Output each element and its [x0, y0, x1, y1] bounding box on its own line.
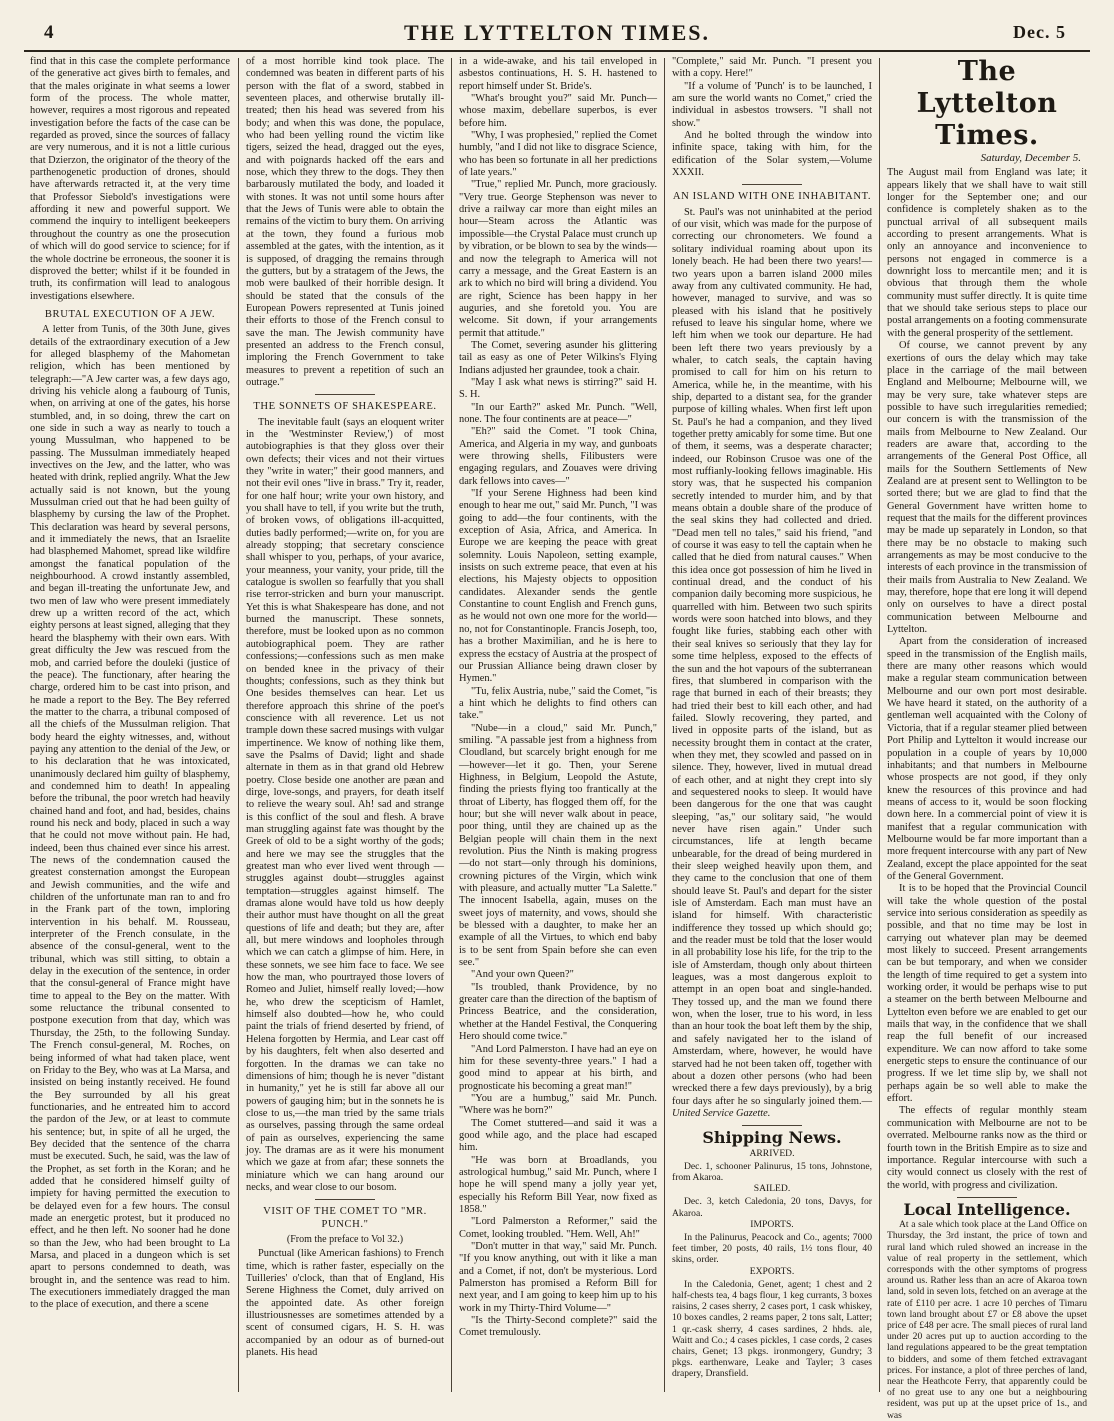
article-island-text: St. Paul's was not uninhabited at the period of our visit, which was made for the purpose of correcting our chronometers. We found a solitary individual roaming about upon its lonely beach. He had been there two years!—two years upon a barren island 2000 miles away from any cultivated community. He had, however, managed to survive, and was so pleased with his island that he positively refused to leave his singular home, where we left him when we took our departure. He had been left there two years previously by a whaler, to catch seals, the captain having promised to call for him on his return to America, while he, in the meantime, with his ship, departed to a distant sea, for the grander purpose of killing whales. When first left upon St. Paul's he had a companion, and they lived together pretty amicably for some time. But one of them, it seems, was a desperate character; indeed, our Robinson Crusoe was one of the most ruffianly-looking fellows imaginable. His story was, that he suspected his companion secretly intended to murder him, and by that means obtain a double share of the produce of the seal skins they had collected and dried. "Dead men tell no tales," said his friend, "and of course it was easy to tell the captain when he called that he died from natural causes." When this idea once got possession of him he lived in continual dread, and the conduct of his companion daily becoming more suspicious, he quarrelled with him. Between two such spirits words were soon hatched into blows, and they fought like furies, stabbing each other with their seal knives so seriously that they lay for some time helpless, exposed to the effects of the sun and the hot vapours of the subterranean fires, that slumbered in comparison with the rage that burned in each of their breasts; they had tried their best to kill each other, and had failed. Slowly recovering, they parted, and lived in opposite parts of the island, but as necessity brought them in contact at the crater, when they met, they scowled and passed on in silence. They, however, lived in mutual dread of each other, and at night they crept into sly and sequestered nooks to sleep. It would have been dangerous for the one that was caught sleeping, "as," our solitary said, "he would never have risen again." Under such circumstances, life at length became unbearable, for the dread of being murdered in their sleep weighed heavily upon them, and they came to the conclusion that one of them should leave St. Paul's and depart for the sister isle of Amsterdam. Each man must have an island for himself. With characteristic indifference they tossed up which should go; and the reader must be told that the loser would in all probability lose his life, for the trip to the isle of Amsterdam, though only about thirteen leagues, was a most dangerous exploit to attempt in an open boat and single-handed. They tossed up, and the man we found there won, when the loser, true to his word, in less than an hour took the boat left them by the ship, and safely navigated her to the island of Amsterdam, where, however, he would have starved had he not been taken off, together with about a dozen other persons (who had been wrecked there a few days previously), by a brig four days after he so singularly joined them.— — [672, 206, 872, 1107]
heading-shipping-news: Shipping News. — [702, 1128, 842, 1148]
heading-island: AN ISLAND WITH ONE INHABITANT. — [672, 191, 872, 203]
label-sailed: SAILED. — [753, 1183, 791, 1195]
comet-paragraph: "If your Serene Highness had been kind enough to hear me out," said Mr. Punch, "I was going to add—the four continents, with the exception of Asia, Africa, and America. In Europe we are keeping the peace with great solemnity. Louis Napoleon, setting example, insists on such extreme peace, that even at his elections, his Majesty objects to opposition candidates. Alexander sends the gentle Constantine to count English and French guns, as he would not own one more for the world—no, not for Constantinople. Francis Joseph, too, has a brother Maximilian, and he is here to express the ecstacy of Austria at the prospect of our Prussian Alliance being drawn closer by Hymen." — [459, 488, 657, 685]
shipping-arrived: Dec. 1, schooner Palinurus, 15 tons, Johnstone, from Akaroa. — [672, 1160, 872, 1183]
shipping-imports: In the Palinurus, Peacock and Co., agents; 7000 feet timber, 20 posts, 40 rails, 1½ tons flour, 40 skins, order. — [672, 1231, 872, 1266]
article-island-source: United Service Gazette. — [672, 1107, 771, 1119]
label-exports: EXPORTS. — [749, 1265, 795, 1277]
heading-sonnets: THE SONNETS OF SHAKESPEARE. — [253, 401, 437, 413]
comet-paragraph: "You are a humbug," said Mr. Punch. "Where was he born?" — [459, 1092, 657, 1117]
comet-paragraph: And he bolted through the window into infinite space, taking with him, for the edification of the Solar system,—Volume XXXII. — [672, 130, 872, 179]
comet-paragraph: "Eh?" said the Comet. "I took China, America, and Algeria in my way, and gunboats were throwing shells, Filibusters were engaging regulars, and Zouaves were driving dark fellows into caves—" — [459, 426, 657, 487]
comet-paragraph: "And your own Queen?" — [471, 969, 574, 981]
column-divider — [238, 58, 239, 1392]
editorial-paragraph: It is to be hoped that the Provincial Council will take the whole question of the postal service into serious consideration as speedily as possible, and that no time may be lost in carrying out whatever plan may be deemed most likely to succeed. Present arrangements can be but temporary, and when we consider the length of time required to get a system into working order, it would be perhaps wise to put a steamer on the berth between Melbourne and Lyttelton even before we are enabled to get our mails that way, in the confidence that we shall reap the full benefit of our increased expenditure. We can now afford to take some energetic steps to ensure the continuance of our progress. If we let time slip by, we shall not perhaps again be so well able to make the effort. — [887, 883, 1087, 1105]
comet-paragraph: "Complete," said Mr. Punch. "I present you with a copy. Here!" — [672, 56, 872, 80]
comet-paragraph: "He was born at Broadlands, you astrological humbug," said Mr. Punch, where I hope he will spend many a jolly year yet, especially his Reform Bill Year, now fixed as 1858." — [459, 1154, 657, 1215]
label-arrived: ARRIVED. — [749, 1147, 795, 1159]
comet-paragraph: "Is the Thirty-Second complete?" said the Comet tremulously. — [459, 1315, 657, 1339]
article-comet-intro: Punctual (like American fashions) to French time, which is rather faster, especially on the Tuilleries' o'clock, than that of England, His Serene Highness the Comet, duly arrived on the appointed date. As other foreign illustriousnesses are sometimes attended by a scent of consumed cigars, H. S. H. was accompanied by an odour as of burned-out planets. His head — [246, 1248, 444, 1359]
column-divider — [664, 58, 665, 1392]
heading-local-intelligence: Local Intelligence. — [903, 1199, 1071, 1219]
editorial-paragraph: The August mail from England was late; it appears likely that we shall have to wait still longer for the September one; and our confidence is completely shaken as to the punctual arrival of all subsequent mails according to present arrangements. What is only an annoyance and inconvenience to persons not engaged in commerce is a downright loss to mercantile men; and it is obvious that through them the whole community must suffer directly. It is quite time that we should take serious steps to place our postal arrangements on a footing commensurate with the general prosperity of the settlement. — [887, 167, 1087, 339]
shipping-sailed: Dec. 3, ketch Caledonia, 20 tons, Davys, for Akaroa. — [672, 1196, 872, 1219]
label-imports: IMPORTS. — [750, 1218, 794, 1230]
heading-comet-visit: VISIT OF THE COMET TO "MR. PUNCH." — [263, 1206, 427, 1230]
article-execution-continued: of a most horrible kind took place. The condemned was beaten in different parts of his person with the flat of a sword, stabbed in seventeen places, and otherwise brutally ill-treated; then his head was severed from his body; and when this was done, the populace, who had been yelling round the victim like tigers, seized the head, dragged out the eyes, and with poignards hacked off the ears and nose, which they threw to the dogs. They then barbarously mutilated the body, and loaded it with stones. It was not until some hours after that the Jews of Tunis were able to obtain the remains of the victim to bury them. On arriving at the town, they found a furious mob assembled at the gates, with the intention, as it is supposed, of dragging the remains through the gutters, but by a stratagem of the Jews, the mob were baulked of their horrible design. It should be stated that the consuls of the European Powers represented at Tunis joined their efforts to those of the French consul to save the man. The Jewish community have presented an address to the French consul, imploring the French Government to take measures to prevent a repetition of such an outrage." — [246, 56, 444, 388]
columns — [30, 56, 1090, 1421]
editorial-masthead: The Lyttelton Times. — [916, 56, 1058, 151]
comet-paragraph: "May I ask what news is stirring?" said H. S. H. — [459, 376, 657, 401]
heading-brutal-execution: BRUTAL EXECUTION OF A JEW. — [44, 308, 216, 320]
comet-paragraph: "True," replied Mr. Punch, more graciously. "Very true. George Stephenson was never to drive a railway car more than eight miles an hour—Steam across the Atlantic was impossible—the Crystal Palace must crunch up by vibration, or be blown to sea by the winds—and now the telegraph to America will not carry a message, and the Great Eastern is an ark to which no bird will bring a dividend. You are right, Science has been happy in her auguries, and she foretold you. You are welcome. Sit down, if your arrangements permit that attitude." — [459, 179, 657, 339]
newspaper-title: THE LYTTELTON TIMES. — [404, 20, 710, 45]
comet-paragraph: "Tu, felix Austria, nube," said the Comet, "is a hint which he delights to find others can take." — [459, 685, 657, 722]
comet-paragraph: in a wide-awake, and his tail enveloped in asbestos continuations, H. S. H. hastened to report himself under St. Bride's. — [459, 56, 657, 92]
column-divider — [879, 58, 880, 1392]
section-divider — [315, 394, 375, 395]
comet-paragraph: "Don't mutter in that way," said Mr. Punch. "If you know anything, out with it like a man and a Comet, if not, don't be mysterious. Lord Palmerston has promised a Reform Bill for next year, and I am going to keep him up to his work in my Thirty-Third Volume—" — [459, 1241, 657, 1314]
comet-source-note: (From the preface to Vol 32.) — [286, 1233, 404, 1245]
editorial-paragraph: Of course, we cannot prevent by any exertions of ours the delay which may take place in the carriage of the mail between England and Melbourne; Melbourne will, we may be very sure, take whatever steps are possible to have such irregularities remedied; our concern is with the transmission of the mails from Melbourne to New Zealand. Our readers are aware that, according to the arrangements of the General Post Office, all mails for the Southern Settlements of New Zealand are at present sent to Wellington to be sorted there; but we are glad to find that the General Government have written home to request that the mails for the different provinces may be made up separately in London, so that there may be no obstacle to making such arrangements as may be most conducive to the interests of each province in the transmission of their mails from Australia to New Zealand. We may, therefore, hope that ere long it will depend only on ourselves to have a direct postal communication between Melbourne and Lyttelton. — [887, 340, 1087, 636]
column-3 — [459, 56, 657, 1392]
column-1 — [30, 56, 230, 1392]
issue-date: Dec. 5 — [1013, 22, 1066, 42]
comet-paragraph: "What's brought you?" said Mr. Punch—whose maxim, debellare superbos, is ever before him. — [459, 93, 657, 129]
local-land-sale: At a sale which took place at the Land Office on Thursday, the 3rd instant, the price of town and rural land which ruled showed an increase in the value of real property in the settlement, which corresponds with the other symptoms of progress around us. Rather less than an acre of Akaroa town land, sold in seven lots, fetched on an average at the rate of £110 per acre. 1 acre 10 perches of Timaru town land brought about £7 or £8 above the upset price of £48 per acre. The small pieces of rural land under 20 acres put up to auction according to the land regulations appeared to be the great temptation to bidders, and some of them fetched extravagant prices. For instance, a plot of three perches of land, near the Heathcote Ferry, that apparently could be of no great use to any one but a neighbouring resident, was put up at the upset price of 1s., and was — [887, 1219, 1087, 1421]
article-sonnets: The inevitable fault (says an eloquent writer in the 'Westminster Review,') of most autobiographies is that they gloss over their own defects; their vices and not their virtues they "write in water;" their good manners, and not their evil ones "live in brass." Try it, reader, for one half hour; write your own history, and you shall have to tell, if you write but the truth, of broken vows, of obligations ill-acquitted, duties badly performed;—write on, for you are already stopping; that secretary conscience shall whisper to you, perhaps, of your avarice, your meanness, your vanity, your pride, till the catalogue is swollen so fearfully that you shall rise terror-stricken and burn your manuscript. Yet this is what Shakespeare has done, and not burned the manuscript. These sonnets, therefore, must be looked upon as no common autobiographical poem. They are rather confessions;—confessions such as men make on bended knee in the privacy of their thoughts; confessions, such as they think but One besides themselves can hear. Let us therefore approach this shrine of the poet's conscience with all reverence. Let us not trample down these sacred musings with vulgar impertinence. We know of nothing like them, save the Psalms of David; light and shade alternate in them as in that grand old Hebrew poetry. Close beside one another are pæan and dirge, love-songs, and prayers, for death itself to relieve the weary soul. Ah! sad and strange is this conflict of the soul and flesh. A brave man struggling against fate was thought by the Greek of old to be a sight worthy of the gods; and here we may see the struggles that the greatest man who ever lived went through —struggles against doubt—struggles against temptation—struggles against himself. The dramas alone would have told us how deeply their author must have thought on all the great questions of life and death; but they are, after all, but mere windows and loopholes through which we can catch a glimpse of him. Here, in these sonnets, we see him face to face. We see how the man, who pourtrayed those lovers of Romeo and Juliet, himself really loved;—how he, who drew the scepticism of Hamlet, himself also doubted—how he, who could paint the trials of friend deserted by friend, of Helena forgotten by Hermia, and Lear cast off by his daughters, felt when also deserted and forgotten. In the dramas we can take no dimensions of him; though he is never "distant in humanity," yet he is still far above all our powers of gauging him; but in the sonnets he is close to us,—the man tried by the same trials as ourselves, passing through the same ordeal of pain as ourselves, experiencing the same joy. The dramas are as it were his monument which we gaze at from afar; these sonnets the miniature which we can hang around our necks, and wear close to our bosom. — [246, 416, 444, 1193]
column-2 — [246, 56, 444, 1392]
shipping-exports: In the Caledonia, Genet, agent; 1 chest and 2 half-chests tea, 4 bags flour, 1 keg currants, 3 boxes raisins, 2 cases sherry, 2 cases port, 1 cask whiskey, 10 boxes candles, 2 reams paper, 2 tons salt, Latter; 1 qr.-cask sherry, 4 cases sardines, 2 hhds. ale, Waitt and Co.; 4 cases pickles, 1 case cords, 2 cases chairs, Genet; 13 pkgs. ironmongery, Gundry; 3 pkgs. earthenware, Leake and Tayler; 3 cases drapery, Dransfield. — [672, 1278, 872, 1380]
comet-paragraph: "If a volume of 'Punch' is to be launched, I am sure the world wants no Comet," cried the individual in asbestos trowsers. "I shall not show." — [672, 80, 872, 129]
comet-paragraph: The Comet, severing asunder his glittering tail as easy as one of Peter Wilkins's Flying Indians adjusted her graundee, took a chair. — [459, 339, 657, 376]
comet-paragraph: "Why, I was prophesied," replied the Comet humbly, "and I did not like to disgrace Science, who has been so fortunate in all her predictions of late years." — [459, 130, 657, 179]
section-divider — [957, 1197, 1017, 1198]
editorial-paragraph: Apart from the consideration of increased speed in the transmission of the English mails, there are many other reasons which would make a regular steam communication between Melbourne and our own port most desirable. We have heard it stated, on the authority of a gentleman well acquainted with the Colony of Victoria, that if a regular steamer plied between Port Philip and Lyttelton it would increase our population in a couple of years by 10,000 inhabitants; and that numbers in Melbourne whose prospects are not good, if they only knew the resources of this province and had means of access to it, would be soon flocking down here. In a commercial point of view it is manifest that a regular communication with Melbourne would be far more important than a more frequent intercourse with any part of New Zealand, except the place appointed for the seat of the General Government. — [887, 636, 1087, 882]
column-4 — [672, 56, 872, 1392]
page-number: 4 — [44, 22, 54, 43]
comet-paragraph: "Lord Palmerston a Reformer," said the Comet, looking troubled. "Hem. Well, Ah!" — [459, 1216, 657, 1240]
article-island — [672, 207, 872, 1120]
article-brutal-execution: A letter from Tunis, of the 30th June, gives details of the extraordinary execution of a Jew for alleged blasphemy of the Mahometan religion, which has been mentioned by telegraph:—"A Jew carter was, a few days ago, driving his vehicle along a faubourg of Tunis, when, on arriving at one of the gates, his horse stumbled, and, in so doing, threw the cart on one side in such a way as nearly to touch a young Mussulman, who happened to be passing. The Mussulman immediately heaped invectives on the Jew, and the latter, who was heated with drink, replied angrily. What the Jew actually said is not known, but the young Mussulman cried out that he had been guilty of blasphemy by cursing the law of the Prophet. This declaration was heard by several persons, and it immediately the news, that an Israelite had blasphemed Mahomet, spread like wildfire amongst the fanatical population of the neighbourhood. A crowd instantly assembled, and began ill-treating the unfortunate Jew, and two men of law who were present immediately drew up a written record of the act, which eighty persons at least signed, alleging that they heard the blasphemy with their own ears. With great difficulty the Jew was rescued from the mob, and carried before the douleki (justice of the peace). The functionary, after hearing the charge, ordered him to be cast into prison, and he made a report to the Bey. The Bey referred the matter to the charra, a tribunal composed of all the chiefs of the Mussulman religion. That body heard the eighty witnesses, and, without paying any attention to the denial of the Jew, or to his declaration that he was intoxicated, unanimously declared him guilty of blasphemy, and condemned him to death! In appealing before the tribunal, the poor wretch had heavily chained hand and foot, and had, besides, chains round his neck and body, placed in such a way that he could not move without pain. He had, indeed, been thus chained ever since his arrest. The news of the condemnation caused the greatest consternation amongst the European and Jewish communities, and the wife and children of the unfortunate man ran to and fro in the Frank part of the town, imploring intervention in his behalf. M. Rousseau, interpreter of the French consulate, in the absence of the consul-general, went to the tribunal, which was still sitting, to obtain a delay in the execution of the sentence, in order that the consul-general of France might have time to appeal to the Bey on the matter. With some reluctance the tribunal consented to postpone execution from that day, which was Thursday, the 25th, to the following Sunday. The French consul-general, M. Roches, on being informed of what had taken place, went on Friday to the Bey, who was at La Marsa, and insisted on being instantly received. He found the Bey surrounded by all his great functionaries, and he entreated him to accord the pardon of the Jew, or at least to commute his sentence; but, in spite of all he urged, the Bey decided that the sentence of the charra must be executed. Such, he said, was the law of the Prophet, as set forth in the Koran; and he added that he considered himself guilty of impiety for having permitted the execution to be delayed even for a few hours. The consul made an energetic protest, but it produced no effect, and he then left. No sooner had he done so than the Jew, who had been brought to La Marsa, and placed in a dungeon which is set apart to persons condemned to death, was brought in, and the sentence was read to him. The executioners immediately dragged the man to the place of execution, and there a scene — [30, 324, 230, 1311]
section-divider — [742, 1125, 802, 1126]
column-5 — [887, 56, 1087, 1421]
comet-paragraph: "And Lord Palmerston. I have had an eye on him for these seventy-three years." I had a good mind to appear at his birth, and prognosticate his becoming a great man!" — [459, 1043, 657, 1092]
column-divider — [451, 58, 452, 1392]
article-bees-continued: find that in this case the complete performance of the generative act gives birth to females, and that the males originate in what seems a lower form of the process. The whole matter, however, requires a most rigorous and repeated investigation before the facts of the case can be regarded as proved, since the sources of fallacy are very numerous, and it is not a little curious that Dzierzon, the originator of the theory of the parthenogenetic production of drones, should have afterwards retracted it, at the very time that Professor Siebold's investigations were affording it new and powerful support. We commend the inquiry to intelligent beekeepers throughout the country as one the prosecution of which will do good service to science; for if the whole doctrine be erroneous, the sooner it is disproved the better; whilst if it be founded in truth, its confirmation will lead to analogous investigations elsewhere. — [30, 56, 230, 302]
editorial-dateline: Saturday, December 5. — [980, 152, 1081, 164]
comet-paragraph: "Nube—in a cloud," said Mr. Punch," smiling. "A passable jest from a highness from Cloudland, but scarcely bright enough for me—however—let it go. Then, your Serene Highness, in Belgium, Leopold the Astute, finding the priests flying too frantically at the throat of Liberty, has flogged them off, for the hour; but she will never walk about in peace, poor thing, until they are chained up as the Belgian people will chain them in the next revolution. Pius the Ninth is making progress—do not start—only through his dominions, crowning pictures of the Virgin, which wink with pleasure, and actually mutter "La Salette." The innocent Isabella, again, muses on the sweet joys of maternity, and vows, should she be blessed with a daughter, to make her an example of all the Virtues, to which end baby is to be sent from Spain before she can even see." — [459, 722, 657, 969]
comet-paragraph: "In our Earth?" asked Mr. Punch. "Well, none. The four continents are at peace—" — [459, 401, 657, 425]
page-header — [24, 10, 1090, 52]
comet-paragraph: The Comet stuttered—and said it was a good while ago, and the place had escaped him. — [459, 1117, 657, 1154]
editorial-paragraph: The effects of regular monthly steam communication with Melbourne are not to be overrated. Melbourne ranks now as the third or fourth town in the British Empire as to size and importance. Regular intercourse with such a city would connect us closely with the rest of the world, with progress and civilization. — [887, 1105, 1087, 1191]
section-divider — [315, 1199, 375, 1200]
comet-paragraph: "Is troubled, thank Providence, by no greater care than the direction of the baptism of Princess Beatrice, and the consideration, whether at the Handel Festival, the Conquering Hero should come twice." — [459, 981, 657, 1043]
section-divider — [742, 184, 802, 185]
